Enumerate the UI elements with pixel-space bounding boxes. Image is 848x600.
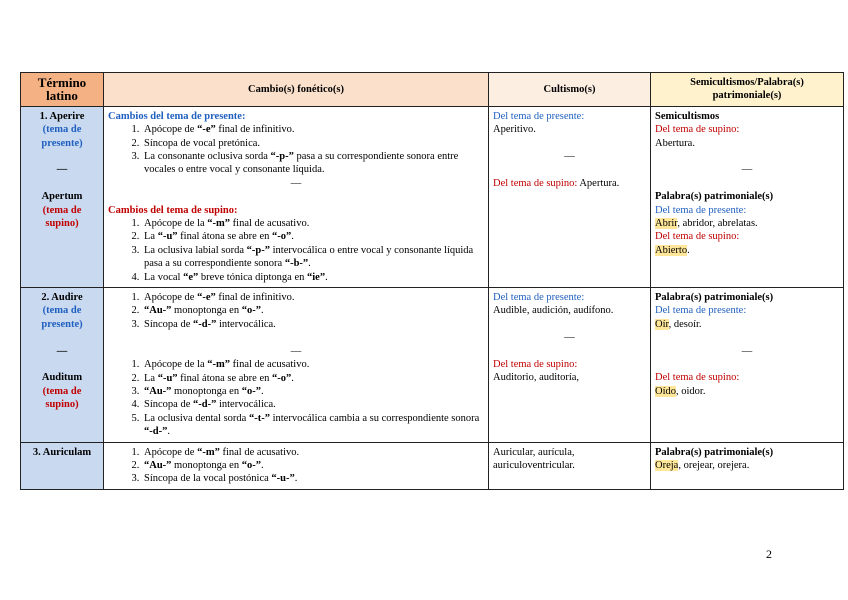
label-palabras-patrimoniales: Palabra(s) patrimoniale(s) bbox=[655, 292, 774, 304]
term-cell-audire bbox=[21, 288, 104, 442]
label-tema-supino: Del tema de supino: bbox=[493, 177, 578, 189]
change-text: Apócope de la bbox=[144, 218, 208, 230]
phoneme: “-u” bbox=[157, 231, 178, 243]
header-cultismos: Cultismo(s) bbox=[489, 73, 651, 107]
cultismo-value: Auricular, aurícula, auriculoventricular. bbox=[493, 446, 575, 471]
page-number: 2 bbox=[766, 547, 772, 561]
label-tema-supino: Del tema de supino: bbox=[493, 359, 578, 371]
term-auditum: Auditum bbox=[41, 372, 83, 384]
table-row bbox=[21, 106, 844, 287]
term-aperire: 1. Aperire bbox=[39, 110, 85, 122]
list-item bbox=[142, 123, 484, 136]
phoneme: “-d-” bbox=[193, 399, 217, 411]
change-text: La oclusiva dental sorda bbox=[144, 412, 249, 424]
label-palabras-patrimoniales: Palabra(s) patrimoniale(s) bbox=[655, 191, 774, 203]
change-text: final de infinitivo. bbox=[215, 124, 295, 136]
phoneme: “-b-” bbox=[284, 258, 309, 270]
phoneme: “o-” bbox=[241, 385, 261, 397]
presente-changes-list bbox=[108, 291, 484, 331]
cultismo-cell-aperire bbox=[489, 106, 651, 287]
phonetic-changes-table bbox=[20, 72, 844, 490]
change-text: . bbox=[260, 305, 264, 317]
phoneme: “o-” bbox=[241, 305, 261, 317]
term-apertum-note: (tema de supino) bbox=[42, 204, 82, 230]
patrimonial-highlight: Abrir bbox=[655, 218, 678, 230]
change-text: La consonante oclusiva sorda bbox=[144, 151, 271, 163]
phoneme: “-u” bbox=[157, 372, 178, 384]
list-item bbox=[142, 446, 484, 459]
semicultismo-value: Abertura. bbox=[655, 137, 695, 149]
patrimonial-highlight: Oír bbox=[655, 318, 669, 330]
change-text: monoptonga en bbox=[171, 305, 242, 317]
heading-cambios-presente: Cambios del tema de presente: bbox=[108, 110, 246, 122]
label-semicultismos: Semicultismos bbox=[655, 110, 720, 122]
cultismo-presente: Audible, audición, audífono. bbox=[493, 305, 614, 317]
phoneme: “-o” bbox=[272, 372, 292, 384]
label-tema-presente: Del tema de presente: bbox=[655, 305, 747, 317]
dash: — bbox=[564, 151, 575, 163]
phoneme: “-u-” bbox=[271, 473, 295, 485]
change-text: . bbox=[260, 459, 264, 471]
change-text: Apócope de bbox=[144, 446, 198, 458]
patrimonial-cell-audire bbox=[651, 288, 844, 442]
term-audire: 2. Audire bbox=[41, 292, 83, 304]
change-text: final de acusativo. bbox=[230, 218, 310, 230]
dash: — bbox=[741, 345, 753, 357]
label-tema-supino: Del tema de supino: bbox=[655, 231, 740, 243]
dash: — bbox=[741, 164, 753, 176]
header-semicultismos: Semicultismos/Palabra(s) patrimoniale(s) bbox=[651, 73, 844, 107]
change-text: La bbox=[144, 372, 158, 384]
phoneme: “-p-” bbox=[246, 244, 270, 256]
patrimonial-rest: , abridor, abrelatas. bbox=[677, 218, 758, 230]
change-text: . bbox=[291, 231, 294, 243]
header-termino-latino: Término latino bbox=[21, 73, 104, 107]
list-item bbox=[142, 137, 484, 150]
term-auriculam: 3. Auriculam bbox=[32, 446, 92, 458]
patrimonial-cell-auriculam bbox=[651, 442, 844, 489]
change-text: final átona se abre en bbox=[177, 372, 273, 384]
table-row bbox=[21, 288, 844, 442]
patrimonial-cell-aperire bbox=[651, 106, 844, 287]
phoneme: “-d-” bbox=[193, 318, 217, 330]
change-text: final de infinitivo. bbox=[215, 292, 295, 304]
phoneme: “ie” bbox=[307, 271, 326, 283]
change-text: breve tónica diptonga en bbox=[198, 271, 307, 283]
cultismo-supino: Auditorio, auditoría, bbox=[493, 372, 580, 384]
list-item bbox=[142, 271, 484, 284]
change-text: final de acusativo. bbox=[230, 359, 310, 371]
table-row bbox=[21, 442, 844, 489]
change-text: intervocálica o entre vocal y consonante líquida pasa a su correspondiente sonora bbox=[144, 244, 474, 270]
cultismo-supino: Apertura. bbox=[579, 177, 620, 189]
list-item bbox=[142, 150, 484, 177]
heading-cambios-supino: Cambios del tema de supino: bbox=[108, 204, 238, 216]
label-tema-presente: Del tema de presente: bbox=[493, 110, 585, 122]
cultismo-presente: Aperitivo. bbox=[493, 124, 536, 136]
change-text: Síncopa de bbox=[144, 399, 193, 411]
dash: — bbox=[56, 164, 68, 176]
list-item bbox=[142, 412, 484, 439]
list-item bbox=[142, 291, 484, 304]
label-tema-presente: Del tema de presente: bbox=[493, 292, 585, 304]
dash: — bbox=[290, 177, 302, 189]
change-text: final de acusativo. bbox=[219, 446, 300, 458]
change-text: . bbox=[291, 372, 294, 384]
patrimonial-rest: , desoír. bbox=[668, 318, 702, 330]
supino-changes-list bbox=[108, 217, 484, 284]
change-text: . bbox=[325, 271, 328, 283]
list-item bbox=[142, 372, 484, 385]
change-text: . bbox=[167, 426, 170, 438]
phoneme: “-m” bbox=[207, 359, 231, 371]
label-tema-supino: Del tema de supino: bbox=[655, 124, 740, 136]
patrimonial-rest: , orejear, orejera. bbox=[678, 459, 750, 471]
change-text: monoptonga en bbox=[171, 385, 242, 397]
patrimonial-highlight: Abierto bbox=[655, 244, 688, 256]
change-text: final átona se abre en bbox=[177, 231, 273, 243]
phoneme: “Au-” bbox=[144, 305, 172, 317]
change-text: La bbox=[144, 231, 158, 243]
phoneme: “Au-” bbox=[144, 385, 172, 397]
patrimonial-rest: . bbox=[687, 244, 690, 256]
term-audire-note: (tema de presente) bbox=[41, 305, 83, 330]
phoneme: “-m” bbox=[197, 446, 220, 458]
change-text: Apócope de la bbox=[144, 359, 208, 371]
label-tema-presente: Del tema de presente: bbox=[655, 204, 747, 216]
change-text: La oclusiva labial sorda bbox=[144, 244, 247, 256]
change-text: Síncopa de vocal pretónica. bbox=[144, 137, 261, 149]
cultismo-cell-audire bbox=[489, 288, 651, 442]
phoneme: “-p-” bbox=[270, 151, 294, 163]
list-item bbox=[142, 385, 484, 398]
phoneme: “-e” bbox=[197, 292, 216, 304]
change-text: . bbox=[294, 473, 298, 485]
dash: — bbox=[290, 345, 302, 357]
changes-cell-aperire bbox=[104, 106, 489, 287]
cultismo-cell-auriculam bbox=[489, 442, 651, 489]
phoneme: “-t-” bbox=[248, 412, 270, 424]
list-item bbox=[142, 459, 484, 472]
list-item bbox=[142, 217, 484, 230]
label-tema-supino: Del tema de supino: bbox=[655, 372, 740, 384]
phoneme: “o-” bbox=[241, 459, 261, 471]
term-auditum-note: (tema de supino) bbox=[42, 385, 82, 411]
change-text: Apócope de bbox=[144, 292, 198, 304]
phoneme: “-d-” bbox=[144, 426, 168, 438]
dash: — bbox=[56, 345, 68, 357]
presente-changes-list bbox=[108, 123, 484, 177]
list-item bbox=[142, 472, 484, 485]
change-text: intervocálica cambia a su correspondiente sonora bbox=[269, 412, 480, 424]
dash: — bbox=[564, 332, 575, 344]
list-item bbox=[142, 318, 484, 331]
list-item bbox=[142, 230, 484, 243]
list-item bbox=[142, 358, 484, 371]
patrimonial-highlight: Oreja bbox=[655, 459, 679, 471]
patrimonial-highlight: Oído bbox=[655, 385, 676, 397]
phoneme: “-e” bbox=[197, 124, 216, 136]
change-text: Apócope de bbox=[144, 124, 198, 136]
change-text: . bbox=[260, 385, 264, 397]
term-cell-aperire bbox=[21, 106, 104, 287]
phoneme: “-m” bbox=[207, 218, 231, 230]
header-cambios-foneticos: Cambio(s) fonético(s) bbox=[104, 73, 489, 107]
change-text: Síncopa de la vocal postónica bbox=[144, 473, 272, 485]
changes-cell-auriculam bbox=[104, 442, 489, 489]
phoneme: “Au-” bbox=[144, 459, 172, 471]
term-apertum: Apertum bbox=[41, 191, 83, 203]
change-text: monoptonga en bbox=[171, 459, 242, 471]
list-item bbox=[142, 244, 484, 271]
term-aperire-note: (tema de presente) bbox=[41, 124, 83, 149]
list-item bbox=[142, 398, 484, 411]
change-text: . bbox=[308, 258, 311, 270]
changes-cell-audire bbox=[104, 288, 489, 442]
change-text: La vocal bbox=[144, 271, 184, 283]
change-text: Síncopa de bbox=[144, 318, 193, 330]
table-header-row bbox=[21, 73, 844, 107]
change-text: pasa a su correspondiente sonora entre vocales o entre vocal y consonante líquida. bbox=[144, 151, 459, 176]
label-palabras-patrimoniales: Palabra(s) patrimoniale(s) bbox=[655, 446, 774, 458]
change-text: intervocálica. bbox=[216, 399, 276, 411]
list-item bbox=[142, 304, 484, 317]
change-text: intervocálica. bbox=[216, 318, 276, 330]
phoneme: “-o” bbox=[272, 231, 292, 243]
phoneme: “e” bbox=[183, 271, 199, 283]
supino-changes-list bbox=[108, 358, 484, 438]
patrimonial-rest: , oidor. bbox=[676, 385, 706, 397]
term-cell-auriculam bbox=[21, 442, 104, 489]
changes-list bbox=[108, 446, 484, 486]
